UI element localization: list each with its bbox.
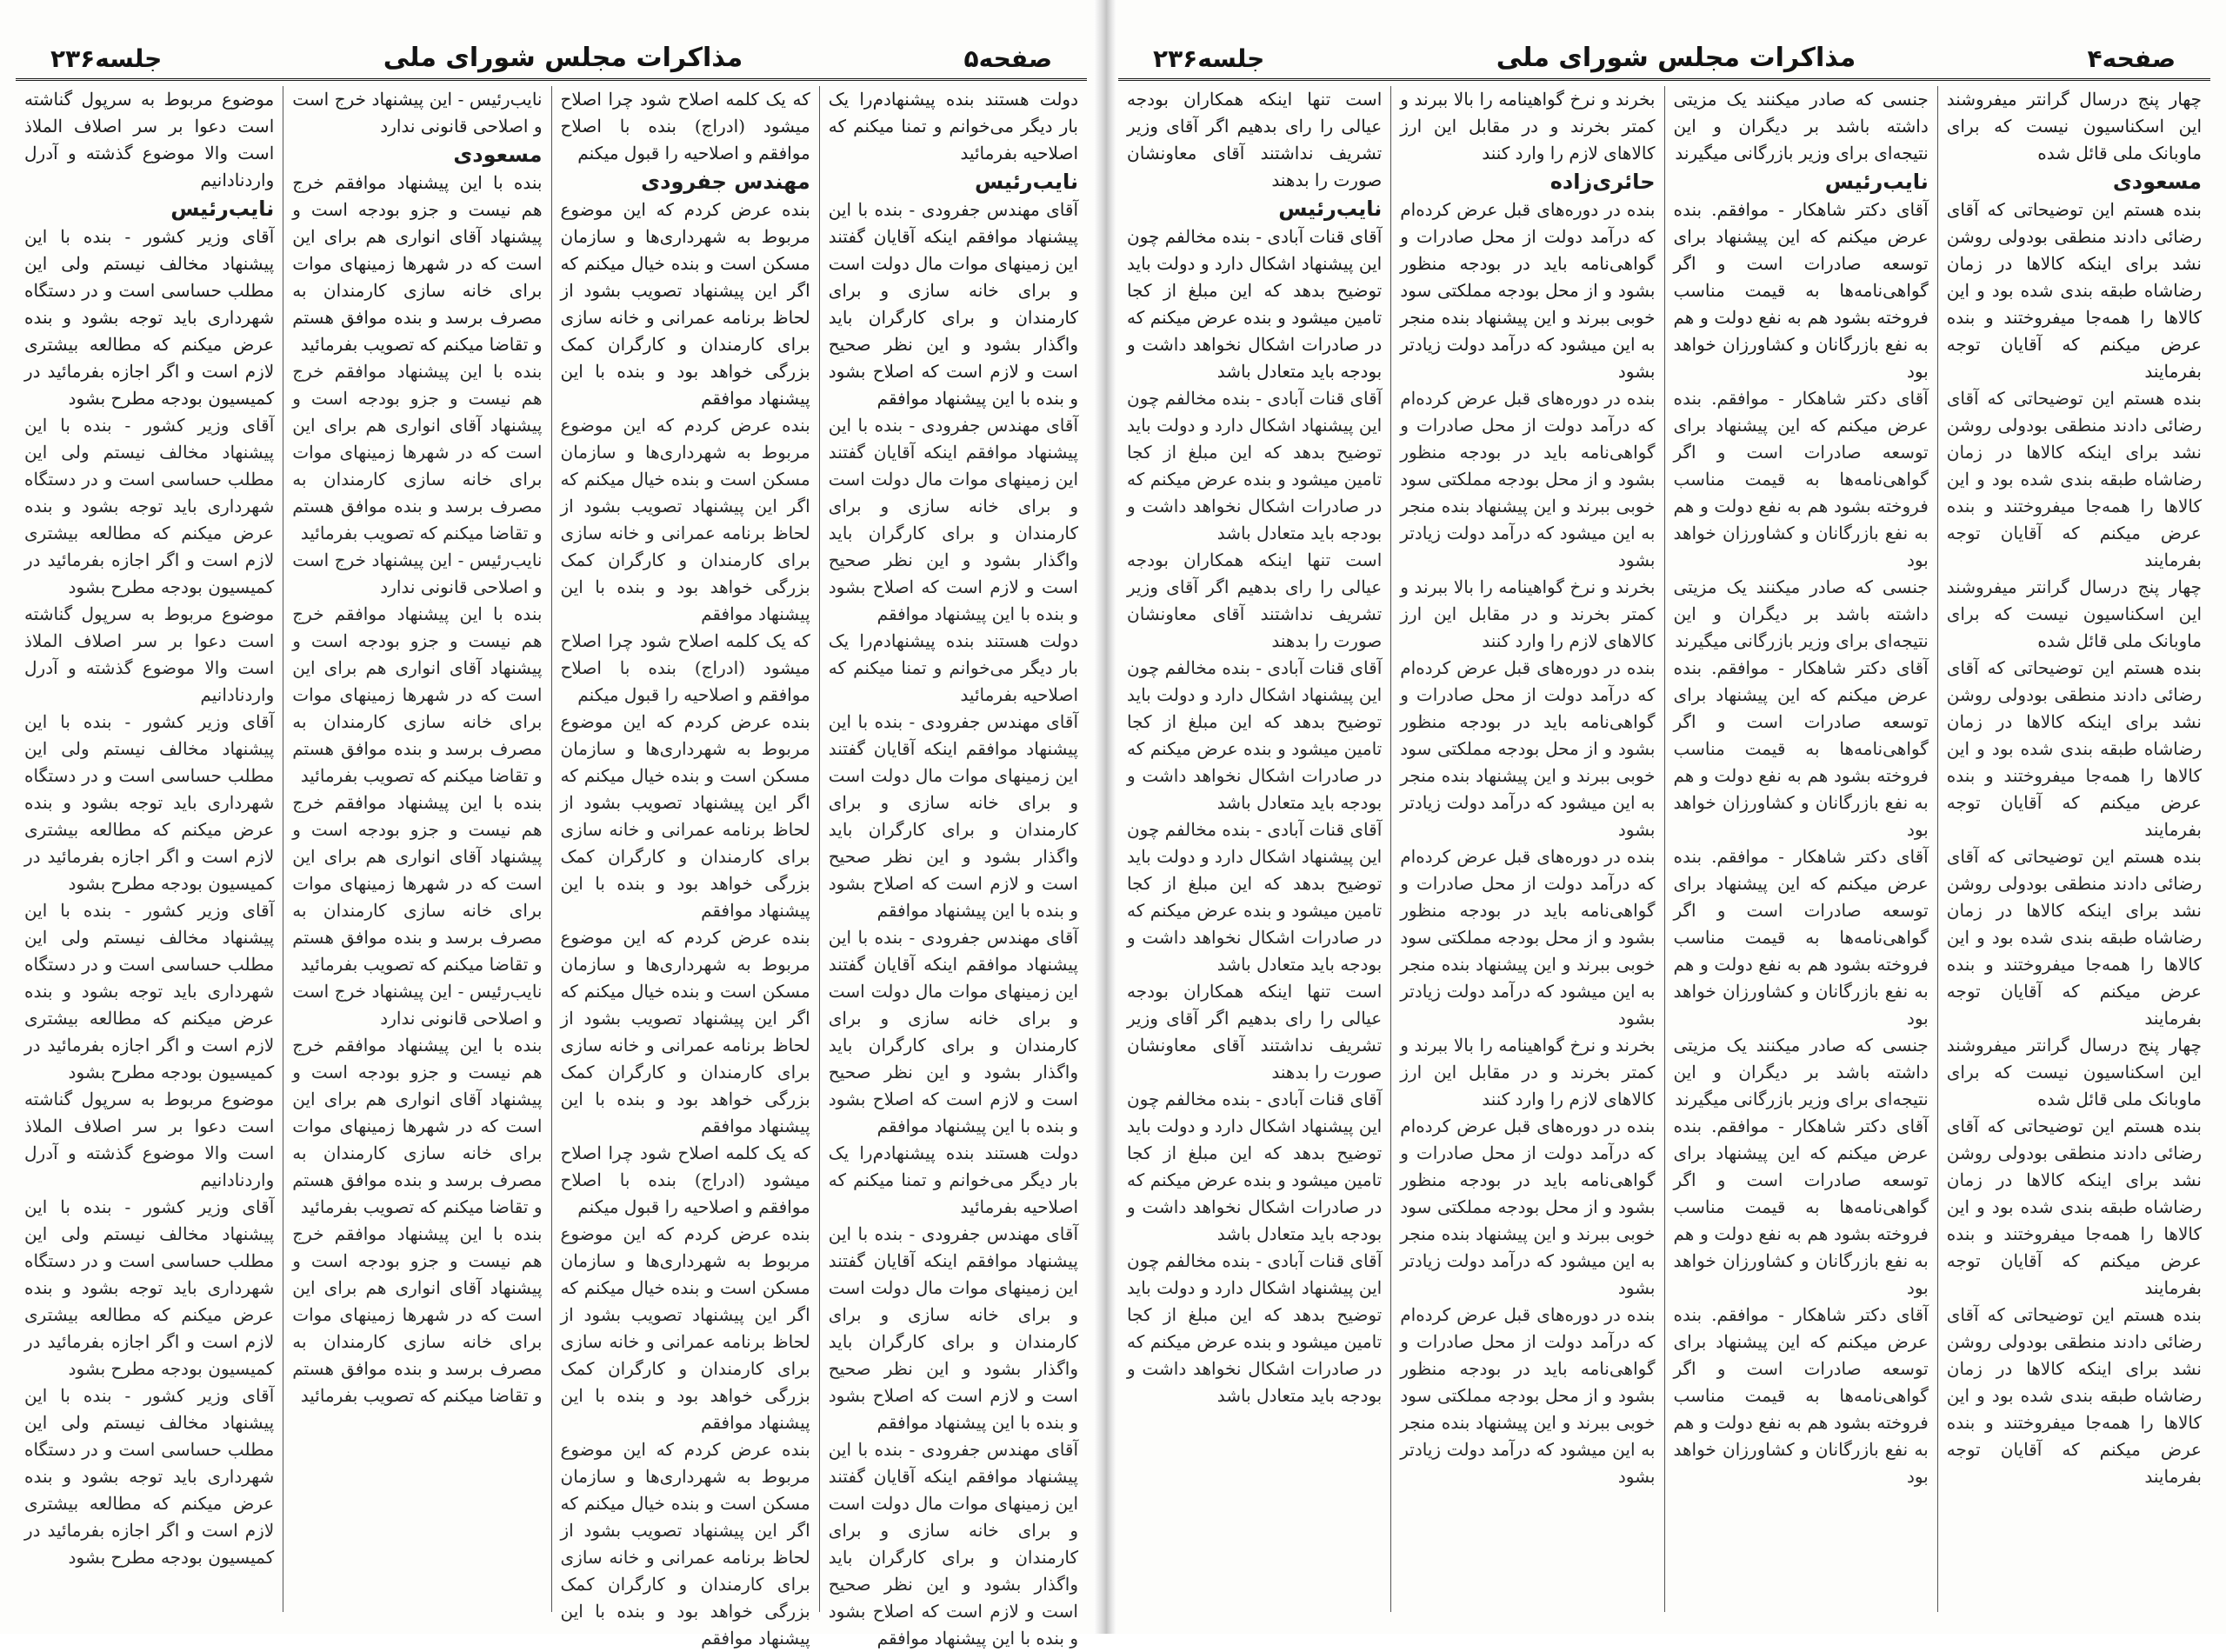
column-body-continued: بنده هستم این توضیحاتی که آقای رضائی دادند منطقی بودولی روشن نشد برای اینکه کالاها در زمان رضاشاه طبقه بندی شده بود و این کالاها را همه‌جا میفروختند و بنده عرض میکنم که آقایان توجه بفرمایند — [1946, 846, 2202, 1029]
column-body-continued: بنده در دوره‌های قبل عرض کرده‌ام که درآمد دولت از محل صادرات و گواهی‌نامه باید در بودجه منظور بشود و از محل بودجه مملکتی سود خوبی ببرند و این پیشنهاد بنده منجر به این میشود که درآمد دولت زیادتر بشود — [1400, 657, 1656, 840]
right-column-3 — [1390, 86, 1663, 1612]
column-lead: بخرند و نرخ گواهینامه‌ را بالا ببرند و کمتر بخرند و در مقابل این ارز کالاهای لازم را وارد کنند — [1400, 89, 1656, 163]
speaker-name: مسعودی — [2112, 170, 2202, 194]
column-body-continued: موضوع مربوط به سرپول گناشته است دعوا بر سر اصلاف الملاذ است والا موضوع گذشته و آدرل واردنادانیم — [24, 1089, 275, 1190]
column-body-continued: بخرند و نرخ گواهینامه‌ را بالا ببرند و کمتر بخرند و در مقابل این ارز کالاهای لازم را وارد کنند — [1400, 1035, 1656, 1109]
column-body-continued: آقای وزیر کشور - بنده با این پیشنهاد مخالف نیستم ولی این مطلب حساسی است و در دستگاه شهرداری باید توجه بشود و بنده عرض میکنم که مطالعه بیشتری لازم است و اگر اجازه بفرمائید در کمیسیون بودجه مطرح بشود — [24, 415, 275, 597]
column-body: آقای وزیر کشور - بنده با این پیشنهاد مخالف نیستم ولی این مطلب حساسی است و در دستگاه شهرداری باید توجه بشود و بنده عرض میکنم که مطالعه بیشتری لازم است و اگر اجازه بفرمائید در کمیسیون بودجه مطرح بشود — [24, 226, 275, 409]
column-body-continued: آقای وزیر کشور - بنده با این پیشنهاد مخالف نیستم ولی این مطلب حساسی است و در دستگاه شهرداری باید توجه بشود و بنده عرض میکنم که مطالعه بیشتری لازم است و اگر اجازه بفرمائید در کمیسیون بودجه مطرح بشود — [24, 1385, 275, 1568]
left-column-4 — [16, 86, 283, 1612]
column-body-continued: بنده با این پیشنهاد موافقم خرج هم نیست و جزو بودجه است و پیشنهاد آقای انواری هم برای این است که در شهرها زمینهای موات برای خانه سازی کارمندان به مصرف برسد و بنده موافق هستم و تقاضا میکنم که تصویب بفرمائید — [292, 361, 543, 543]
column-body: بنده با این پیشنهاد موافقم خرج هم نیست و جزو بودجه است و پیشنهاد آقای انواری هم برای این است که در شهرها زمینهای موات برای خانه سازی کارمندان به مصرف برسد و بنده موافق هستم و تقاضا میکنم که تصویب بفرمائید — [292, 172, 543, 355]
column-body-continued: آقای دکتر شاهکار - موافقم. بنده عرض میکنم که این پیشنهاد برای توسعه صادرات است و اگر گواهی‌نامه‌ها به قیمت مناسب فروخته بشود هم به نفع دولت و هم به نفع بازرگانان و کشاورزان خواهد بود — [1673, 846, 1929, 1029]
right-page-number: صفحه۴ — [2087, 44, 2176, 73]
column-body-continued: بنده در دوره‌های قبل عرض کرده‌ام که درآمد دولت از محل صادرات و گواهی‌نامه باید در بودجه منظور بشود و از محل بودجه مملکتی سود خوبی ببرند و این پیشنهاد بنده منجر به این میشود که درآمد دولت زیادتر بشود — [1400, 846, 1656, 1029]
column-body-continued: نایب‌رئیس - این پیشنهاد خرج است و اصلاحی قانونی ندارد — [292, 981, 543, 1029]
column-body-continued: آقای مهندس جفرودی - بنده با این پیشنهاد موافقم اینکه آقایان گفتند این زمینهای موات مال دولت است و برای خانه سازی و برای کارمندان و برای کارگران باید واگذار بشود و این نظر صحیح است و لازم است که اصلاح بشود و بنده با این پیشنهاد موافقم — [828, 927, 1078, 1136]
column-body-continued: آقای قنات آبادی - بنده مخالفم چون این پیشنهاد اشکال دارد و دولت باید توضیح بدهد که این مبلغ از کجا تامین میشود و بنده عرض میکنم که در صادرات اشکال نخواهد داشت و بودجه باید متعادل باشد — [1126, 1250, 1383, 1406]
column-body-continued: آقای وزیر کشور - بنده با این پیشنهاد مخالف نیستم ولی این مطلب حساسی است و در دستگاه شهرداری باید توجه بشود و بنده عرض میکنم که مطالعه بیشتری لازم است و اگر اجازه بفرمائید در کمیسیون بودجه مطرح بشود — [24, 711, 275, 894]
column-body-continued: آقای دکتر شاهکار - موافقم. بنده عرض میکنم که این پیشنهاد برای توسعه صادرات است و اگر گواهی‌نامه‌ها به قیمت مناسب فروخته بشود هم به نفع دولت و هم به نفع بازرگانان و کشاورزان خواهد بود — [1673, 657, 1929, 840]
page-gutter — [1094, 0, 1116, 1634]
column-body: آقای دکتر شاهکار - موافقم. بنده عرض میکنم که این پیشنهاد برای توسعه صادرات است و اگر گواهی‌نامه‌ها به قیمت مناسب فروخته بشود هم به نفع دولت و هم به نفع بازرگانان و کشاورزان خواهد بود — [1673, 199, 1929, 382]
column-lead: نایب‌رئیس - این پیشنهاد خرج است و اصلاحی قانونی ندارد — [292, 89, 543, 137]
column-body-continued: بنده عرض کردم که این موضوع مربوط به شهرداری‌ها و سازمان مسکن است و بنده خیال میکنم که اگر این پیشنهاد تصویب بشود از لحاظ برنامه عمرانی و خانه سازی برای کارمندان و کارگران کمک بزرگی خواهد بود و بنده با این پیشنهاد موافقم — [560, 1223, 810, 1433]
column-body-continued: آقای مهندس جفرودی - بنده با این پیشنهاد موافقم اینکه آقایان گفتند این زمینهای موات مال دولت است و برای خانه سازی و برای کارمندان و برای کارگران باید واگذار بشود و این نظر صحیح است و لازم است که اصلاح بشود و بنده با این پیشنهاد موافقم — [828, 1223, 1078, 1433]
speaker-name: نایب‌رئیس — [170, 197, 275, 221]
right-column-1 — [1937, 86, 2210, 1612]
column-body-continued: بنده هستم این توضیحاتی که آقای رضائی دادند منطقی بودولی روشن نشد برای اینکه کالاها در زمان رضاشاه طبقه بندی شده بود و این کالاها را همه‌جا میفروختند و بنده عرض میکنم که آقایان توجه بفرمایند — [1946, 657, 2202, 840]
right-columns — [1118, 86, 2210, 1612]
left-columns — [16, 86, 1087, 1649]
column-body-continued: که یک کلمه اصلاح شود چرا اصلاح میشود (ادراج) بنده با اصلاح موافقم و اصلاحیه را قبول میکنم — [560, 1142, 810, 1217]
speaker-name: نایب‌رئیس — [1278, 197, 1383, 221]
right-column-2 — [1664, 86, 1937, 1612]
column-lead: جنسی که صادر میکنند یک مزیتی داشته باشد بر دیگران و این نتیجه‌ای برای وزیر بازرگانی میگیرند — [1673, 89, 1929, 163]
column-body-continued: بنده عرض کردم که این موضوع مربوط به شهرداری‌ها و سازمان مسکن است و بنده خیال میکنم که اگر این پیشنهاد تصویب بشود از لحاظ برنامه عمرانی و خانه سازی برای کارمندان و کارگران کمک بزرگی خواهد بود و بنده با این پیشنهاد موافقم — [560, 415, 810, 624]
left-header-rule — [16, 78, 1087, 81]
column-body-continued: دولت هستند بنده پیشنهادم‌را یک بار دیگر می‌خوانم و تمنا میکنم که اصلاحیه بفرمائید — [828, 1142, 1078, 1217]
column-body-continued: دولت هستند بنده پیشنهادم‌را یک بار دیگر می‌خوانم و تمنا میکنم که اصلاحیه بفرمائید — [828, 630, 1078, 705]
column-body-continued: بنده هستم این توضیحاتی که آقای رضائی دادند منطقی بودولی روشن نشد برای اینکه کالاها در زمان رضاشاه طبقه بندی شده بود و این کالاها را همه‌جا میفروختند و بنده عرض میکنم که آقایان توجه بفرمایند — [1946, 388, 2202, 570]
right-page-title: مذاکرات مجلس شورای ملی — [1496, 43, 1856, 73]
column-body: آقای مهندس جفرودی - بنده با این پیشنهاد موافقم اینکه آقایان گفتند این زمینهای موات مال دولت است و برای خانه سازی و برای کارمندان و برای کارگران باید واگذار بشود و این نظر صحیح است و لازم است که اصلاح بشود و بنده با این پیشنهاد موافقم — [828, 199, 1078, 409]
column-body-continued: آقای مهندس جفرودی - بنده با این پیشنهاد موافقم اینکه آقایان گفتند این زمینهای موات مال دولت است و برای خانه سازی و برای کارمندان و برای کارگران باید واگذار بشود و این نظر صحیح است و لازم است که اصلاح بشود و بنده با این پیشنهاد موافقم — [828, 415, 1078, 624]
column-body-continued: آقای وزیر کشور - بنده با این پیشنهاد مخالف نیستم ولی این مطلب حساسی است و در دستگاه شهرداری باید توجه بشود و بنده عرض میکنم که مطالعه بیشتری لازم است و اگر اجازه بفرمائید در کمیسیون بودجه مطرح بشود — [24, 1196, 275, 1379]
left-page-session: جلسه۲۳۶ — [50, 44, 163, 73]
column-body-continued: بنده در دوره‌های قبل عرض کرده‌ام که درآمد دولت از محل صادرات و گواهی‌نامه باید در بودجه منظور بشود و از محل بودجه مملکتی سود خوبی ببرند و این پیشنهاد بنده منجر به این میشود که درآمد دولت زیادتر بشود — [1400, 1304, 1656, 1487]
column-body: بنده عرض کردم که این موضوع مربوط به شهرداری‌ها و سازمان مسکن است و بنده خیال میکنم که اگر این پیشنهاد تصویب بشود از لحاظ برنامه عمرانی و خانه سازی برای کارمندان و کارگران کمک بزرگی خواهد بود و بنده با این پیشنهاد موافقم — [560, 199, 810, 409]
column-body-continued: بنده با این پیشنهاد موافقم خرج هم نیست و جزو بودجه است و پیشنهاد آقای انواری هم برای این است که در شهرها زمینهای موات برای خانه سازی کارمندان به مصرف برسد و بنده موافق هستم و تقاضا میکنم که تصویب بفرمائید — [292, 1223, 543, 1406]
column-body-continued: آقای وزیر کشور - بنده با این پیشنهاد مخالف نیستم ولی این مطلب حساسی است و در دستگاه شهرداری باید توجه بشود و بنده عرض میکنم که مطالعه بیشتری لازم است و اگر اجازه بفرمائید در کمیسیون بودجه مطرح بشود — [24, 900, 275, 1082]
column-body: بنده در دوره‌های قبل عرض کرده‌ام که درآمد دولت از محل صادرات و گواهی‌نامه باید در بودجه منظور بشود و از محل بودجه مملکتی سود خوبی ببرند و این پیشنهاد بنده منجر به این میشود که درآمد دولت زیادتر بشود — [1400, 199, 1656, 382]
column-body-continued: آقای مهندس جفرودی - بنده با این پیشنهاد موافقم اینکه آقایان گفتند این زمینهای موات مال دولت است و برای خانه سازی و برای کارمندان و برای کارگران باید واگذار بشود و این نظر صحیح است و لازم است که اصلاح بشود و بنده با این پیشنهاد موافقم — [828, 1439, 1078, 1649]
column-body-continued: جنسی که صادر میکنند یک مزیتی داشته باشد بر دیگران و این نتیجه‌ای برای وزیر بازرگانی میگیرند — [1673, 576, 1929, 651]
column-body-continued: بنده عرض کردم که این موضوع مربوط به شهرداری‌ها و سازمان مسکن است و بنده خیال میکنم که اگر این پیشنهاد تصویب بشود از لحاظ برنامه عمرانی و خانه سازی برای کارمندان و کارگران کمک بزرگی خواهد بود و بنده با این پیشنهاد موافقم — [560, 927, 810, 1136]
speaker-name: نایب‌رئیس — [975, 170, 1078, 194]
speaker-name: حائری‌زاده — [1550, 170, 1656, 194]
left-page — [0, 0, 1103, 1649]
speaker-name: مهندس جفرودی — [641, 170, 810, 194]
right-page — [1103, 0, 2226, 1634]
column-body-continued: آقای دکتر شاهکار - موافقم. بنده عرض میکنم که این پیشنهاد برای توسعه صادرات است و اگر گواهی‌نامه‌ها به قیمت مناسب فروخته بشود هم به نفع دولت و هم به نفع بازرگانان و کشاورزان خواهد بود — [1673, 1116, 1929, 1298]
column-body-continued: چهار پنج درسال گرانتر میفروشند این اسکناسیون نیست که برای ماوبانک ملی قائل شده — [1946, 1035, 2202, 1109]
left-page-header — [16, 43, 1087, 73]
column-body-continued: بنده هستم این توضیحاتی که آقای رضائی دادند منطقی بودولی روشن نشد برای اینکه کالاها در زمان رضاشاه طبقه بندی شده بود و این کالاها را همه‌جا میفروختند و بنده عرض میکنم که آقایان توجه بفرمایند — [1946, 1116, 2202, 1298]
column-lead: که یک کلمه اصلاح شود چرا اصلاح میشود (ادراج) بنده با اصلاح موافقم و اصلاحیه را قبول میکنم — [560, 89, 810, 163]
column-body-continued: نایب‌رئیس - این پیشنهاد خرج است و اصلاحی قانونی ندارد — [292, 550, 543, 597]
left-column-1 — [819, 86, 1087, 1649]
column-body-continued: موضوع مربوط به سرپول گناشته است دعوا بر سر اصلاف الملاذ است والا موضوع گذشته و آدرل واردنادانیم — [24, 603, 275, 705]
column-body-continued: بنده در دوره‌های قبل عرض کرده‌ام که درآمد دولت از محل صادرات و گواهی‌نامه باید در بودجه منظور بشود و از محل بودجه مملکتی سود خوبی ببرند و این پیشنهاد بنده منجر به این میشود که درآمد دولت زیادتر بشود — [1400, 1116, 1656, 1298]
column-body-continued: آقای قنات آبادی - بنده مخالفم چون این پیشنهاد اشکال دارد و دولت باید توضیح بدهد که این مبلغ از کجا تامین میشود و بنده عرض میکنم که در صادرات اشکال نخواهد داشت و بودجه باید متعادل باشد — [1126, 819, 1383, 975]
column-body-continued: بنده عرض کردم که این موضوع مربوط به شهرداری‌ها و سازمان مسکن است و بنده خیال میکنم که اگر این پیشنهاد تصویب بشود از لحاظ برنامه عمرانی و خانه سازی برای کارمندان و کارگران کمک بزرگی خواهد بود و بنده با این پیشنهاد موافقم — [560, 711, 810, 921]
column-body-continued: بنده با این پیشنهاد موافقم خرج هم نیست و جزو بودجه است و پیشنهاد آقای انواری هم برای این است که در شهرها زمینهای موات برای خانه سازی کارمندان به مصرف برسد و بنده موافق هستم و تقاضا میکنم که تصویب بفرمائید — [292, 1035, 543, 1217]
column-body-continued: آقای قنات آبادی - بنده مخالفم چون این پیشنهاد اشکال دارد و دولت باید توضیح بدهد که این مبلغ از کجا تامین میشود و بنده عرض میکنم که در صادرات اشکال نخواهد داشت و بودجه باید متعادل باشد — [1126, 657, 1383, 813]
column-body-continued: بنده با این پیشنهاد موافقم خرج هم نیست و جزو بودجه است و پیشنهاد آقای انواری هم برای این است که در شهرها زمینهای موات برای خانه سازی کارمندان به مصرف برسد و بنده موافق هستم و تقاضا میکنم که تصویب بفرمائید — [292, 603, 543, 786]
column-lead: موضوع مربوط به سرپول گناشته است دعوا بر سر اصلاف الملاذ است والا موضوع گذشته و آدرل واردنادانیم — [24, 89, 275, 190]
right-page-header — [1118, 43, 2210, 73]
column-lead: دولت هستند بنده پیشنهادم‌را یک بار دیگر می‌خوانم و تمنا میکنم که اصلاحیه بفرمائید — [828, 89, 1078, 163]
left-column-3 — [283, 86, 550, 1612]
column-body-continued: چهار پنج درسال گرانتر میفروشند این اسکناسیون نیست که برای ماوبانک ملی قائل شده — [1946, 576, 2202, 651]
column-body-continued: که یک کلمه اصلاح شود چرا اصلاح میشود (ادراج) بنده با اصلاح موافقم و اصلاحیه را قبول میکنم — [560, 630, 810, 705]
column-body-continued: آقای مهندس جفرودی - بنده با این پیشنهاد موافقم اینکه آقایان گفتند این زمینهای موات مال دولت است و برای خانه سازی و برای کارمندان و برای کارگران باید واگذار بشود و این نظر صحیح است و لازم است که اصلاح بشود و بنده با این پیشنهاد موافقم — [828, 711, 1078, 921]
speaker-name: نایب‌رئیس — [1824, 170, 1929, 194]
column-body-continued: بنده عرض کردم که این موضوع مربوط به شهرداری‌ها و سازمان مسکن است و بنده خیال میکنم که اگر این پیشنهاد تصویب بشود از لحاظ برنامه عمرانی و خانه سازی برای کارمندان و کارگران کمک بزرگی خواهد بود و بنده با این پیشنهاد موافقم — [560, 1439, 810, 1649]
speaker-name: مسعودی — [453, 143, 543, 167]
column-body-continued: بنده در دوره‌های قبل عرض کرده‌ام که درآمد دولت از محل صادرات و گواهی‌نامه باید در بودجه منظور بشود و از محل بودجه مملکتی سود خوبی ببرند و این پیشنهاد بنده منجر به این میشود که درآمد دولت زیادتر بشود — [1400, 388, 1656, 570]
column-body: بنده هستم این توضیحاتی که آقای رضائی دادند منطقی بودولی روشن نشد برای اینکه کالاها در زمان رضاشاه طبقه بندی شده بود و این کالاها را همه‌جا میفروختند و بنده عرض میکنم که آقایان توجه بفرمایند — [1946, 199, 2202, 382]
column-lead: چهار پنج درسال گرانتر میفروشند این اسکناسیون نیست که برای ماوبانک ملی قائل شده — [1946, 89, 2202, 163]
column-body: آقای قنات آبادی - بنده مخالفم چون این پیشنهاد اشکال دارد و دولت باید توضیح بدهد که این مبلغ از کجا تامین میشود و بنده عرض میکنم که در صادرات اشکال نخواهد داشت و بودجه باید متعادل باشد — [1126, 226, 1383, 382]
column-body-continued: است تنها اینکه‌ همکاران بودجه عیالی را رای بدهیم اگر آقای وزیر تشریف نداشتند آقای معاونشان صورت را بدهند — [1127, 981, 1383, 1082]
left-column-2 — [551, 86, 819, 1649]
column-body-continued: بنده هستم این توضیحاتی که آقای رضائی دادند منطقی بودولی روشن نشد برای اینکه کالاها در زمان رضاشاه طبقه بندی شده بود و این کالاها را همه‌جا میفروختند و بنده عرض میکنم که آقایان توجه بفرمایند — [1946, 1304, 2202, 1487]
right-page-session: جلسه۲۳۶ — [1153, 44, 1265, 73]
left-page-number: صفحه۵ — [963, 44, 1052, 73]
left-page-title: مذاکرات مجلس شورای ملی — [383, 43, 743, 73]
column-body-continued: آقای دکتر شاهکار - موافقم. بنده عرض میکنم که این پیشنهاد برای توسعه صادرات است و اگر گواهی‌نامه‌ها به قیمت مناسب فروخته بشود هم به نفع دولت و هم به نفع بازرگانان و کشاورزان خواهد بود — [1673, 388, 1929, 570]
column-lead: است تنها اینکه‌ همکاران بودجه عیالی را رای بدهیم اگر آقای وزیر تشریف نداشتند آقای معاونشان صورت را بدهند — [1127, 89, 1383, 190]
right-column-4 — [1118, 86, 1390, 1612]
right-header-rule — [1118, 78, 2210, 81]
column-body-continued: است تنها اینکه‌ همکاران بودجه عیالی را رای بدهیم اگر آقای وزیر تشریف نداشتند آقای معاونشان صورت را بدهند — [1127, 550, 1383, 651]
column-body-continued: آقای قنات آبادی - بنده مخالفم چون این پیشنهاد اشکال دارد و دولت باید توضیح بدهد که این مبلغ از کجا تامین میشود و بنده عرض میکنم که در صادرات اشکال نخواهد داشت و بودجه باید متعادل باشد — [1126, 1089, 1383, 1244]
column-body-continued: آقای دکتر شاهکار - موافقم. بنده عرض میکنم که این پیشنهاد برای توسعه صادرات است و اگر گواهی‌نامه‌ها به قیمت مناسب فروخته بشود هم به نفع دولت و هم به نفع بازرگانان و کشاورزان خواهد بود — [1673, 1304, 1929, 1487]
column-body-continued: آقای قنات آبادی - بنده مخالفم چون این پیشنهاد اشکال دارد و دولت باید توضیح بدهد که این مبلغ از کجا تامین میشود و بنده عرض میکنم که در صادرات اشکال نخواهد داشت و بودجه باید متعادل باشد — [1126, 388, 1383, 543]
column-body-continued: بنده با این پیشنهاد موافقم خرج هم نیست و جزو بودجه است و پیشنهاد آقای انواری هم برای این است که در شهرها زمینهای موات برای خانه سازی کارمندان به مصرف برسد و بنده موافق هستم و تقاضا میکنم که تصویب بفرمائید — [292, 792, 543, 975]
column-body-continued: جنسی که صادر میکنند یک مزیتی داشته باشد بر دیگران و این نتیجه‌ای برای وزیر بازرگانی میگیرند — [1673, 1035, 1929, 1109]
column-body-continued: بخرند و نرخ گواهینامه‌ را بالا ببرند و کمتر بخرند و در مقابل این ارز کالاهای لازم را وارد کنند — [1400, 576, 1656, 651]
